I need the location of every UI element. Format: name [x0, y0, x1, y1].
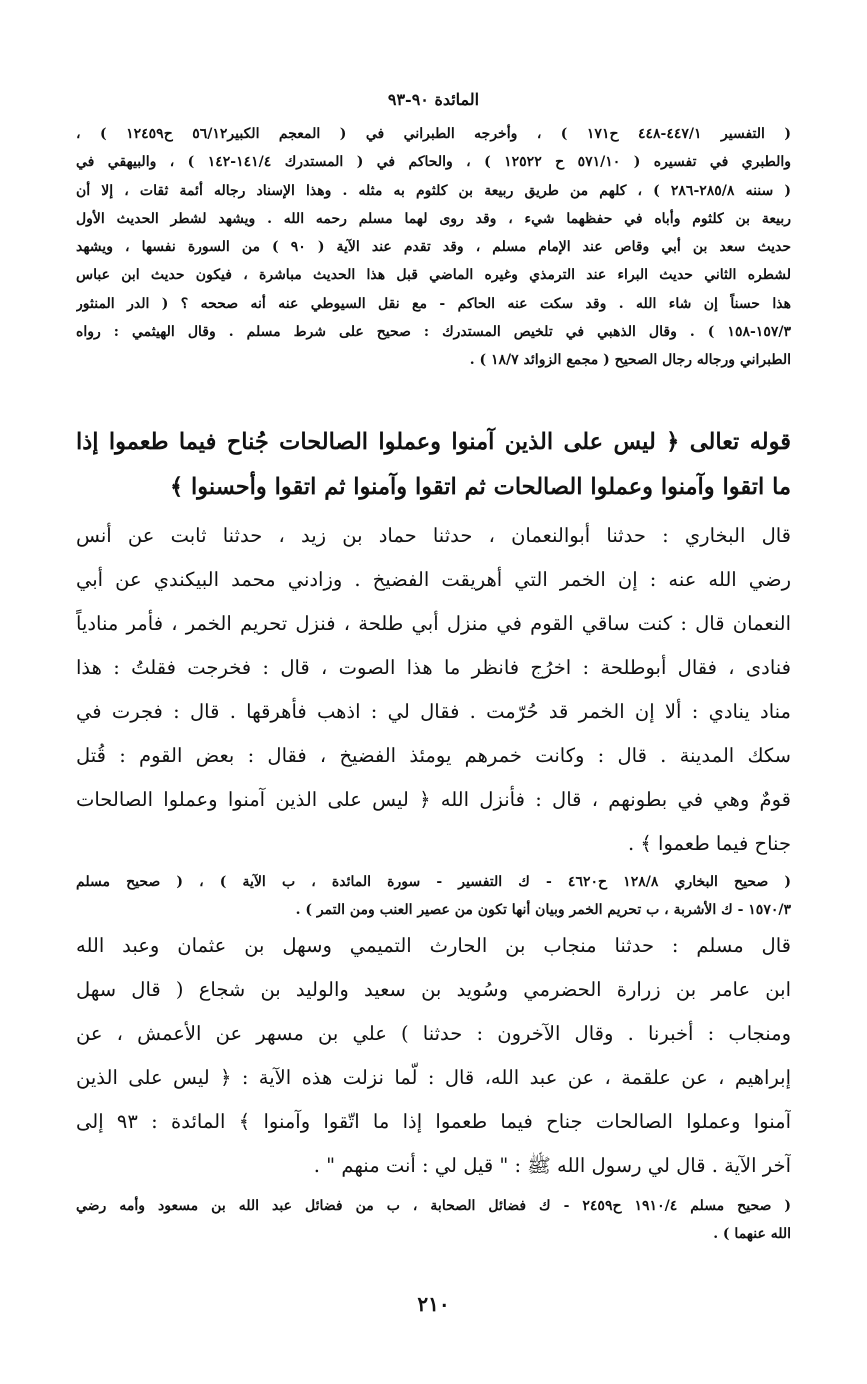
footnote-top: [76, 120, 791, 375]
paragraph-line: جناح فيما طعموا ﴾ .: [628, 832, 791, 855]
paragraph-bukhari: [76, 514, 791, 866]
paragraph-line: ومنجاب : أخبرنا . وقال الآخرون : حدثنا ) علي بن مسهر عن الأعمش ، عن: [76, 1022, 791, 1045]
page-number: ٢١٠: [417, 1292, 450, 1316]
footnote-line: الله عنهما ) .: [713, 1226, 791, 1243]
footnote-line: ( سننه ٢٨٥/٨-٢٨٦ ) ، كلهم من طريق ربيعة بن كلثوم به مثله . وهذا الإسناد رجاله أئمة ثقات ، إلا أن: [76, 182, 791, 199]
paragraph-line: رضي الله عنه : إن الخمر التي أهريقت الفضيخ . وزادني محمد البيكندي عن أبي: [76, 568, 791, 591]
paragraph-line: فنادى ، فقال أبوطلحة : اخرُج فانظر ما هذا الصوت ، قال : فخرجت فقلتُ : هذا: [76, 656, 791, 679]
footnote-line: ( صحيح البخاري ١٢٨/٨ ح٤٦٢٠ - ك التفسير - سورة المائدة ، ب الآية ) ، ( صحيح مسلم: [76, 874, 791, 890]
running-header: المائدة ٩٠-٩٣: [387, 90, 480, 109]
footnote-line: الطبراني ورجاله رجال الصحيح ( مجمع الزوائد ١٨/٧ ) .: [469, 352, 791, 369]
paragraph-line: ابن عامر بن زرارة الحضرمي وسُويد بن سعيد والوليد بن شجاع ( قال سهل: [76, 978, 791, 1001]
paragraph-line: سكك المدينة . قال : وكانت خمرهم يومئذ الفضيخ ، فقال : بعض القوم : قُتل: [76, 744, 791, 767]
footnote-line: لشطره الثاني حديث البراء عند الترمذي وغيره الماضي قبل هذا الحديث مباشرة ، فيكون حديث ابن عباس: [76, 267, 791, 284]
paragraph-line: آمنوا وعملوا الصالحات جناح فيما طعموا إذا ما اتّقوا وآمنوا ﴾ المائدة : ٩٣ إلى: [76, 1110, 791, 1133]
paragraph-line: قال مسلم : حدثنا منجاب بن الحارث التميمي وسهل بن عثمان وعبد الله: [76, 934, 791, 957]
paragraph-line: قومٌ وهي في بطونهم ، قال : فأنزل الله ﴿ ليس على الذين آمنوا وعملوا الصالحات: [76, 788, 791, 811]
verse-line: ما اتقوا وآمنوا وعملوا الصالحات ثم اتقوا وآمنوا ثم اتقوا وأحسنوا ﴾: [170, 474, 791, 500]
footnote-line: ١٥٧/٣-١٥٨ ) . وقال الذهبي في تلخيص المستدرك : صحيح على شرط مسلم . وقال الهيثمي : رواه: [76, 324, 791, 341]
footnote-line: ( صحيح مسلم ١٩١٠/٤ ح٢٤٥٩ - ك فضائل الصحابة ، ب من فضائل عبد الله بن مسعود وأمه رضي: [76, 1198, 791, 1214]
footnote-muslim: [76, 1192, 791, 1249]
paragraph-muslim: [76, 924, 791, 1188]
paragraph-line: النعمان قال : كنت ساقي القوم في منزل أبي طلحة ، فنزل تحريم الخمر ، فأمر منادياً: [76, 612, 791, 635]
footnote-line: حديث سعد بن أبي وقاص عند الإمام مسلم ، وقد تقدم عند الآية ( ٩٠ ) من السورة نفسها ، ويشهد: [76, 239, 791, 256]
paragraph-line: آخر الآية . قال لي رسول الله ﷺ : " قيل لي : أنت منهم " .: [313, 1154, 791, 1177]
footnote-line: ربيعة بن كلثوم وأباه في حفظهما شيء ، وقد روى لهما مسلم رحمه الله . ويشهد لشطر الحديث الأول: [76, 210, 791, 227]
paragraph-line: مناد ينادي : ألا إن الخمر قد حُرّمت . فقال لي : اذهب فأهرقها . قال : فجرت في: [76, 700, 791, 723]
footnote-line: ( التفسير ٤٤٧/١-٤٤٨ ح١٧١ ) ، وأخرجه الطبراني في ( المعجم الكبير٥٦/١٢ ح١٢٤٥٩ ) ،: [76, 126, 791, 142]
footnote-bukhari: [76, 868, 791, 925]
footnote-line: ١٥٧٠/٣ - ك الأشربة ، ب تحريم الخمر وبيان أنها تكون من عصير العنب ومن التمر ) .: [295, 902, 791, 919]
paragraph-line: إبراهيم ، عن علقمة ، عن عبد الله، قال : لّما نزلت هذه الآية : ﴿ ليس على الذين: [76, 1066, 791, 1089]
verse-line: قوله تعالى ﴿ ليس على الذين آمنوا وعملوا الصالحات جُناح فيما طعموا إذا: [76, 429, 791, 455]
footnote-line: والطبري في تفسيره ( ٥٧١/١٠ ح ١٢٥٢٢ ) ، والحاكم في ( المستدرك ١٤١/٤-١٤٢ ) ، والبيهقي في: [76, 154, 791, 171]
paragraph-line: قال البخاري : حدثنا أبوالنعمان ، حدثنا حماد بن زيد ، حدثنا ثابت عن أنس: [76, 524, 791, 547]
verse-heading: [76, 420, 791, 510]
footnote-line: هذا حسناً إن شاء الله . وقد سكت عنه الحاكم - مع نقل السيوطي عنه أنه صححه ؟ ( الدر المنثور: [76, 295, 791, 312]
